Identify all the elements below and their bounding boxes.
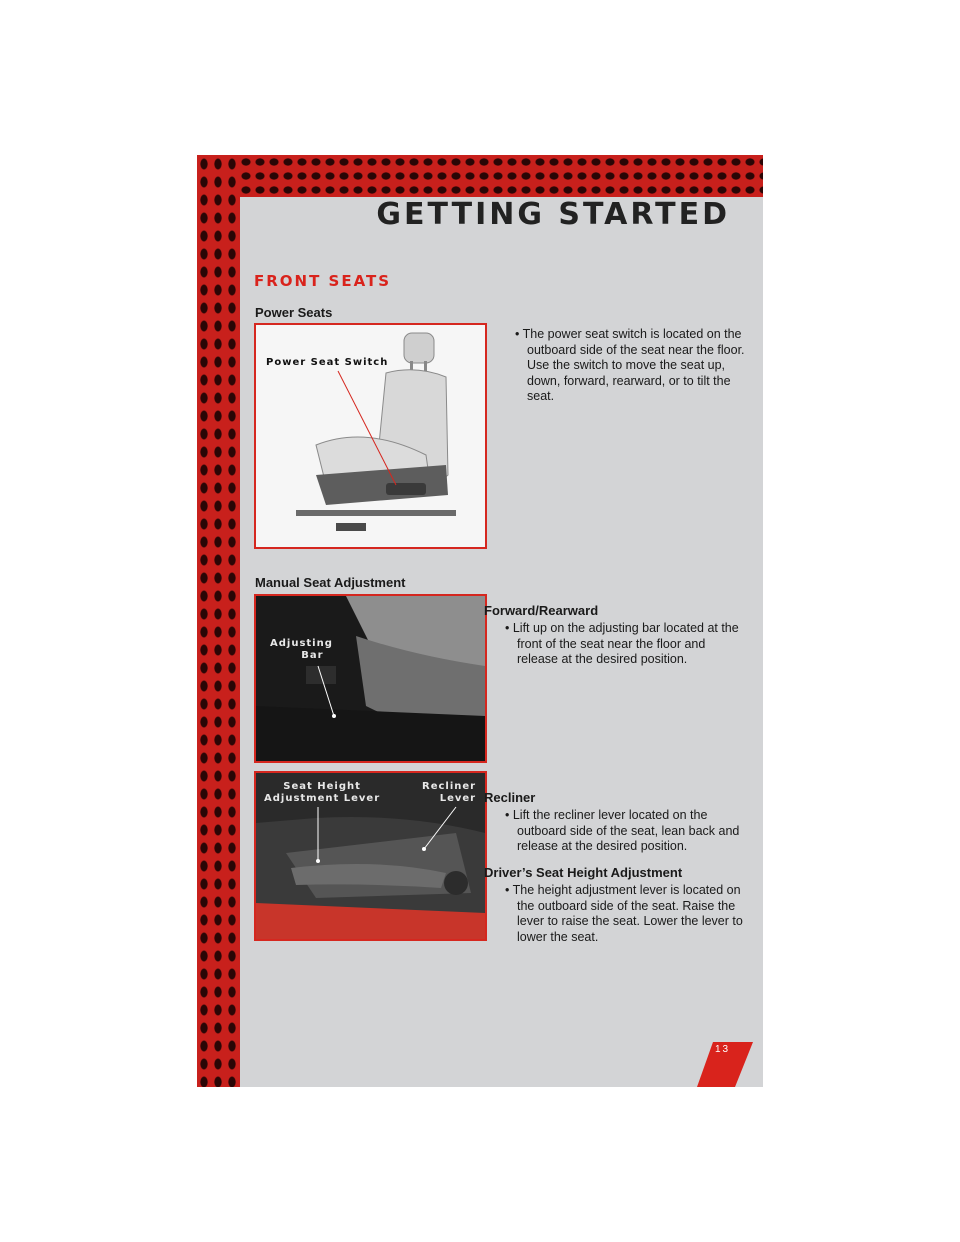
- forward-rearward-text: [497, 621, 747, 668]
- seat-height-text: [497, 883, 747, 945]
- page-number-tab: [697, 1042, 753, 1087]
- seat-height-lever-label: Seat Height Adjustment Lever: [264, 781, 381, 804]
- power-seats-heading: Power Seats: [255, 305, 333, 320]
- power-seats-bullet: • The power seat switch is located on the outboard side of the seat near the floor. Use the switch to move the seat up, down, forward, rearward, or to tilt the seat.: [515, 327, 745, 403]
- recliner-text: [497, 808, 747, 855]
- page-header-title: GETTING STARTED: [376, 197, 730, 232]
- perforated-side-band: [197, 155, 240, 1087]
- power-seats-text: [507, 327, 747, 405]
- page-number: 13: [715, 1044, 731, 1055]
- adjusting-bar-callout-line: [256, 596, 485, 761]
- recliner-photo: [254, 771, 487, 941]
- recliner-bullet: • Lift the recliner lever located on the outboard side of the seat, lean back and release at the desired position.: [505, 808, 740, 853]
- power-seat-callout-line: [256, 325, 485, 547]
- recliner-lever-label: Recliner Lever: [422, 781, 477, 804]
- manual-page: [197, 155, 763, 1087]
- recliner-heading: Recliner: [484, 790, 536, 805]
- forward-rearward-heading: Forward/Rearward: [484, 603, 599, 618]
- adjusting-bar-photo: [254, 594, 487, 763]
- section-title: FRONT SEATS: [254, 272, 392, 290]
- seat-height-heading: Driver’s Seat Height Adjustment: [484, 865, 683, 880]
- recliner-callout-lines: [256, 773, 485, 939]
- perforated-header-band: [197, 155, 763, 197]
- forward-rearward-bullet: • Lift up on the adjusting bar located at the front of the seat near the floor and release at the desired position.: [505, 621, 739, 666]
- seat-height-bullet: • The height adjustment lever is located on the outboard side of the seat. Raise the lever to raise the seat. Lower the lever to lower the seat.: [505, 883, 743, 944]
- adjusting-bar-label: Adjusting Bar: [270, 638, 333, 661]
- power-seat-photo: [254, 323, 487, 549]
- manual-seat-heading: Manual Seat Adjustment: [255, 575, 406, 590]
- power-seat-switch-label: Power Seat Switch: [266, 357, 389, 368]
